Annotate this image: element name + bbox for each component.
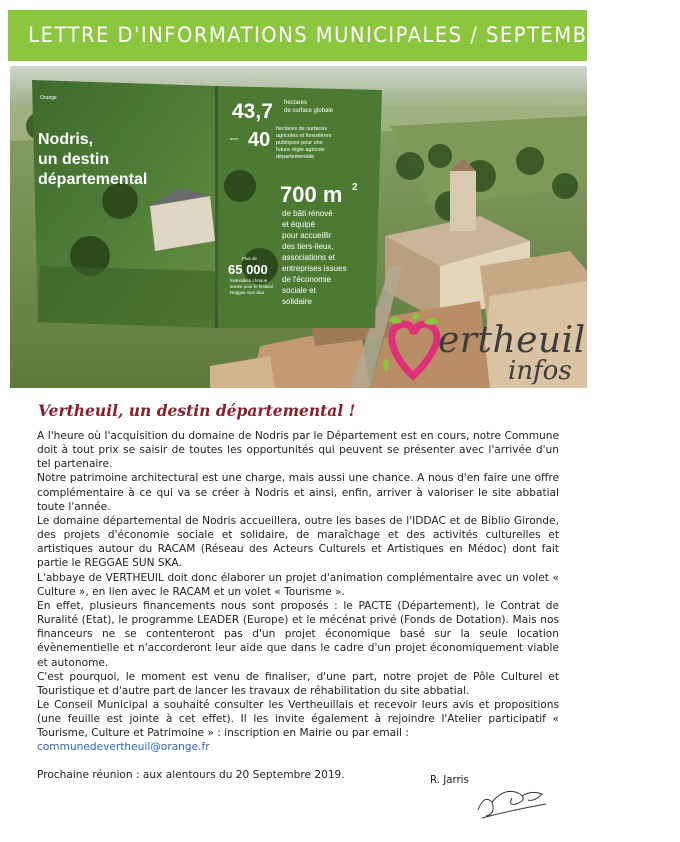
stat-building-label9: solidaire: [282, 297, 312, 306]
vertheuil-logo: [378, 310, 588, 396]
stat-festival-prefix: Plus de: [242, 256, 258, 261]
magazine-title-line2: un destin: [38, 151, 110, 168]
stat-building-label7: de l'économie: [282, 275, 332, 284]
article-paragraph-5: En effet, plusieurs financements nous sont proposés : le PACTE (Département), le Contrat de Ruralité (Etat), le programme LEADER (Europe) et le mécénat privé (Fonds de Dotation). Mais nos financeurs ne se contenteront pas d'un projet économique basé sur la seule location évènementielle et n'accorderont leur aide que dans le cadre d'un projet économiquement viable et autonome.: [37, 599, 559, 669]
logo-subtitle: infos: [508, 356, 572, 386]
stat-agri-label3: publiques pour une: [276, 140, 323, 146]
stat-agri-label1: hectares de surfaces: [276, 126, 328, 132]
magazine-title-line3: départemental: [38, 171, 148, 188]
stat-hectares-label2: de surface globale: [284, 108, 334, 114]
stat-hectares-label1: hectares: [284, 100, 308, 106]
article-paragraph-3: Le domaine départemental de Nodris accueillera, outre les bases de l'IDDAC et de Biblio Gironde, des projets d'économie sociale et solidaire, de maraîchage et des activités culturelles et artistiques autour du RACAM (Réseau des Acteurs Culturels et Artistiques en Médoc) dont fait partie le REGGAE SUN SKA.: [37, 514, 559, 570]
article-body: [37, 429, 559, 755]
article-paragraph-4: L'abbaye de VERTHEUIL doit donc élaborer un projet d'animation complémentaire avec un volet « Culture », en lien avec le RACAM et un volet « Tourisme ».: [37, 571, 559, 598]
stat-building-label2: et équipé: [282, 220, 315, 229]
stat-agri-label5: départementale: [276, 154, 315, 160]
magazine-spread: [32, 80, 382, 328]
article-paragraph-7: Le Conseil Municipal a souhaité consulter les Vertheuillais et recevoir leurs avis et propositions (une feuille est jointe à cet effet). Il les invite également à rejoindre l'Atelier participatif « Tourisme, Culture et Patrimoine » : inscription en Mairie ou par email :: [37, 698, 559, 740]
stat-building-label4: des tiers-lieux,: [282, 242, 334, 251]
stat-hectares-value: 43,7: [232, 100, 273, 123]
header-banner: [8, 10, 680, 61]
stat-building-label6: entreprises issues: [282, 264, 347, 273]
stat-agri-label2: agricoles et forestières: [276, 133, 332, 139]
heart-leaf-icon: [382, 314, 444, 384]
stat-building-label1: de bâti rénové: [282, 209, 333, 218]
stat-festival-label2: année pour le festival: [230, 284, 273, 289]
article-paragraph-1: A l'heure où l'acquisition du domaine de Nodris par le Département est en cours, notre Commune doit à tout prix se saisir de toutes les opportunités qui peuvent se présenter avec l'arrivée d'un tel partenaire.: [37, 430, 559, 471]
signer-name: R. Jarris: [430, 775, 469, 786]
stat-building-label8: sociale et: [282, 286, 316, 295]
stat-building-value: 700 m: [280, 182, 343, 207]
magazine-brand: Orange: [40, 95, 57, 101]
magazine-title-line1: Nodris,: [38, 131, 94, 148]
stat-agri-prefix: dont: [230, 136, 238, 141]
article-paragraph-6: C'est pourquoi, le moment est venu de finaliser, d'une part, notre projet de Pôle Culturel et Touristique et d'autre part de lancer les travaux de réhabilitation du site abbatial.: [37, 670, 559, 697]
handwritten-signature: [472, 780, 552, 820]
article-headline: Vertheuil, un destin départemental !: [38, 401, 356, 420]
contact-email-link[interactable]: communedevertheuil@orange.fr: [37, 741, 210, 754]
stat-festival-label3: Reggae Sun Ska: [230, 290, 265, 295]
stat-festival-label1: festivaliers chaque: [230, 278, 268, 283]
stat-festival-value: 65 000: [228, 262, 268, 277]
stat-building-label3: pour accueillir: [282, 231, 332, 240]
stat-agri-value: 40: [248, 129, 271, 151]
stat-building-label5: associations et: [282, 253, 335, 262]
stat-agri-label4: future régie agricole: [276, 147, 325, 153]
next-meeting-text: Prochaine réunion : aux alentours du 20 Septembre 2019.: [37, 769, 345, 781]
newsletter-title: LETTRE D'INFORMATIONS MUNICIPALES / SEPTEMBRE 2019: [28, 23, 680, 47]
stat-building-sup: 2: [352, 182, 358, 193]
article-paragraph-2: Notre patrimoine architectural est une charge, mais aussi une chance. A nous d'en faire une offre complémentaire à ce qui va se créer à Nodris et ainsi, enfin, arriver à valoriser le site abbatial toute l'année.: [37, 472, 559, 513]
logo-name: ertheuil: [438, 320, 586, 361]
